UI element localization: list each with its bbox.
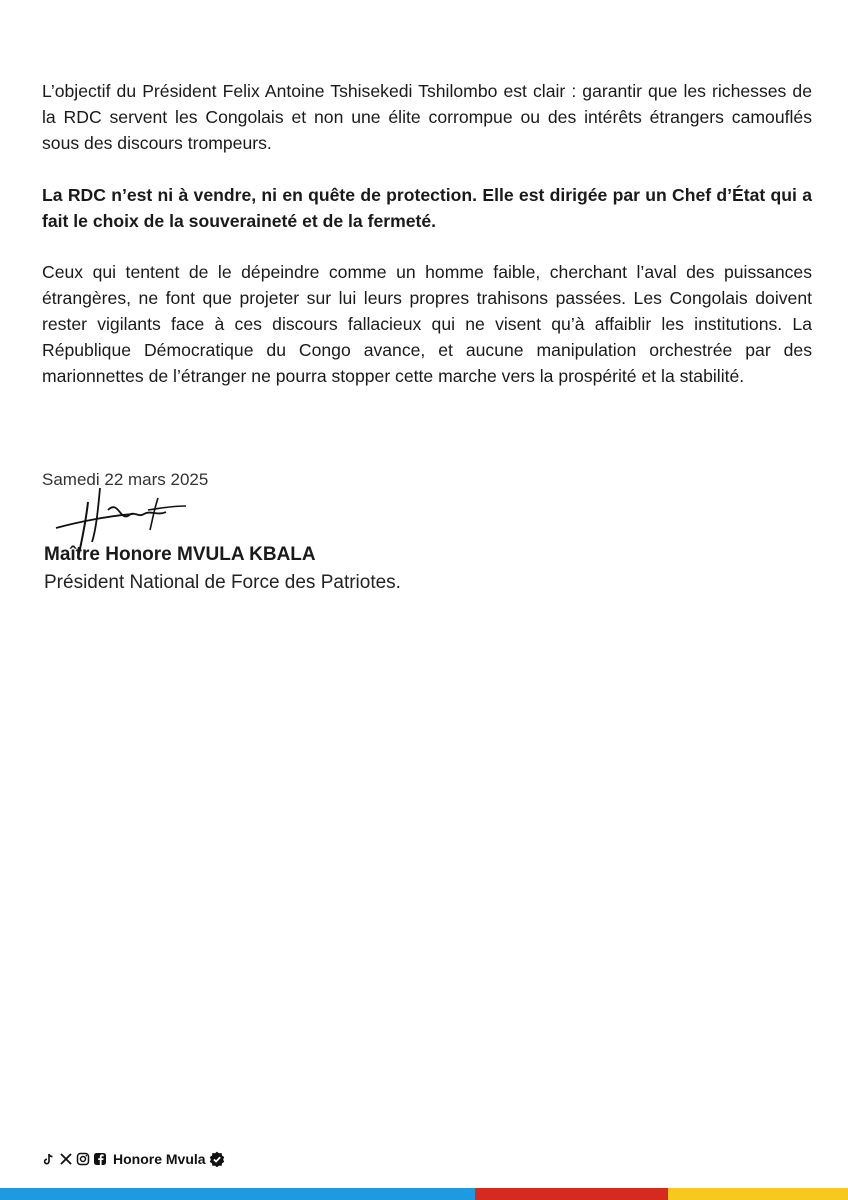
paragraph-objective: L’objectif du Président Felix Antoine Tshisekedi Tshilombo est clair : garantir que les richesses de la RDC servent les Congolais et non une élite corrompue ou des intérêts étrangers camouflés sous des discours trompeurs.	[42, 81, 812, 153]
tiktok-icon[interactable]	[42, 1152, 56, 1166]
verified-badge-icon	[209, 1151, 225, 1167]
social-handle-name: Honore Mvula	[113, 1151, 206, 1167]
social-handle-bar	[42, 1150, 225, 1168]
instagram-icon[interactable]	[76, 1152, 90, 1166]
paragraph-sovereignty: La RDC n’est ni à vendre, ni en quête de protection. Elle est dirigée par un Chef d’État qui a fait le choix de la souveraineté et de la fermeté.	[42, 185, 812, 231]
flag-color-bar	[0, 1188, 848, 1200]
paragraph-vigilance: Ceux qui tentent de le dépeindre comme un homme faible, cherchant l’aval des puissances étrangères, ne font que projeter sur lui leurs propres trahisons passées. Les Congolais doivent rester vigilants face à ces discours fallacieux qui ne visent qu’à affaiblir les institutions. La République Démocratique du Congo avance, et aucune manipulation orchestrée par des marionnettes de l’étranger ne pourra stopper cette marche vers la prospérité et la stabilité.	[42, 262, 812, 386]
flag-stripe-blue	[0, 1188, 475, 1200]
signatory-title: Président National de Force des Patriotes.	[44, 572, 401, 593]
flag-stripe-yellow	[668, 1188, 848, 1200]
facebook-icon[interactable]	[93, 1152, 107, 1166]
signatory-name: Maître Honore MVULA KBALA	[44, 544, 316, 565]
x-icon[interactable]	[59, 1152, 73, 1166]
flag-stripe-red	[475, 1188, 668, 1200]
signature-date: Samedi 22 mars 2025	[42, 470, 209, 489]
